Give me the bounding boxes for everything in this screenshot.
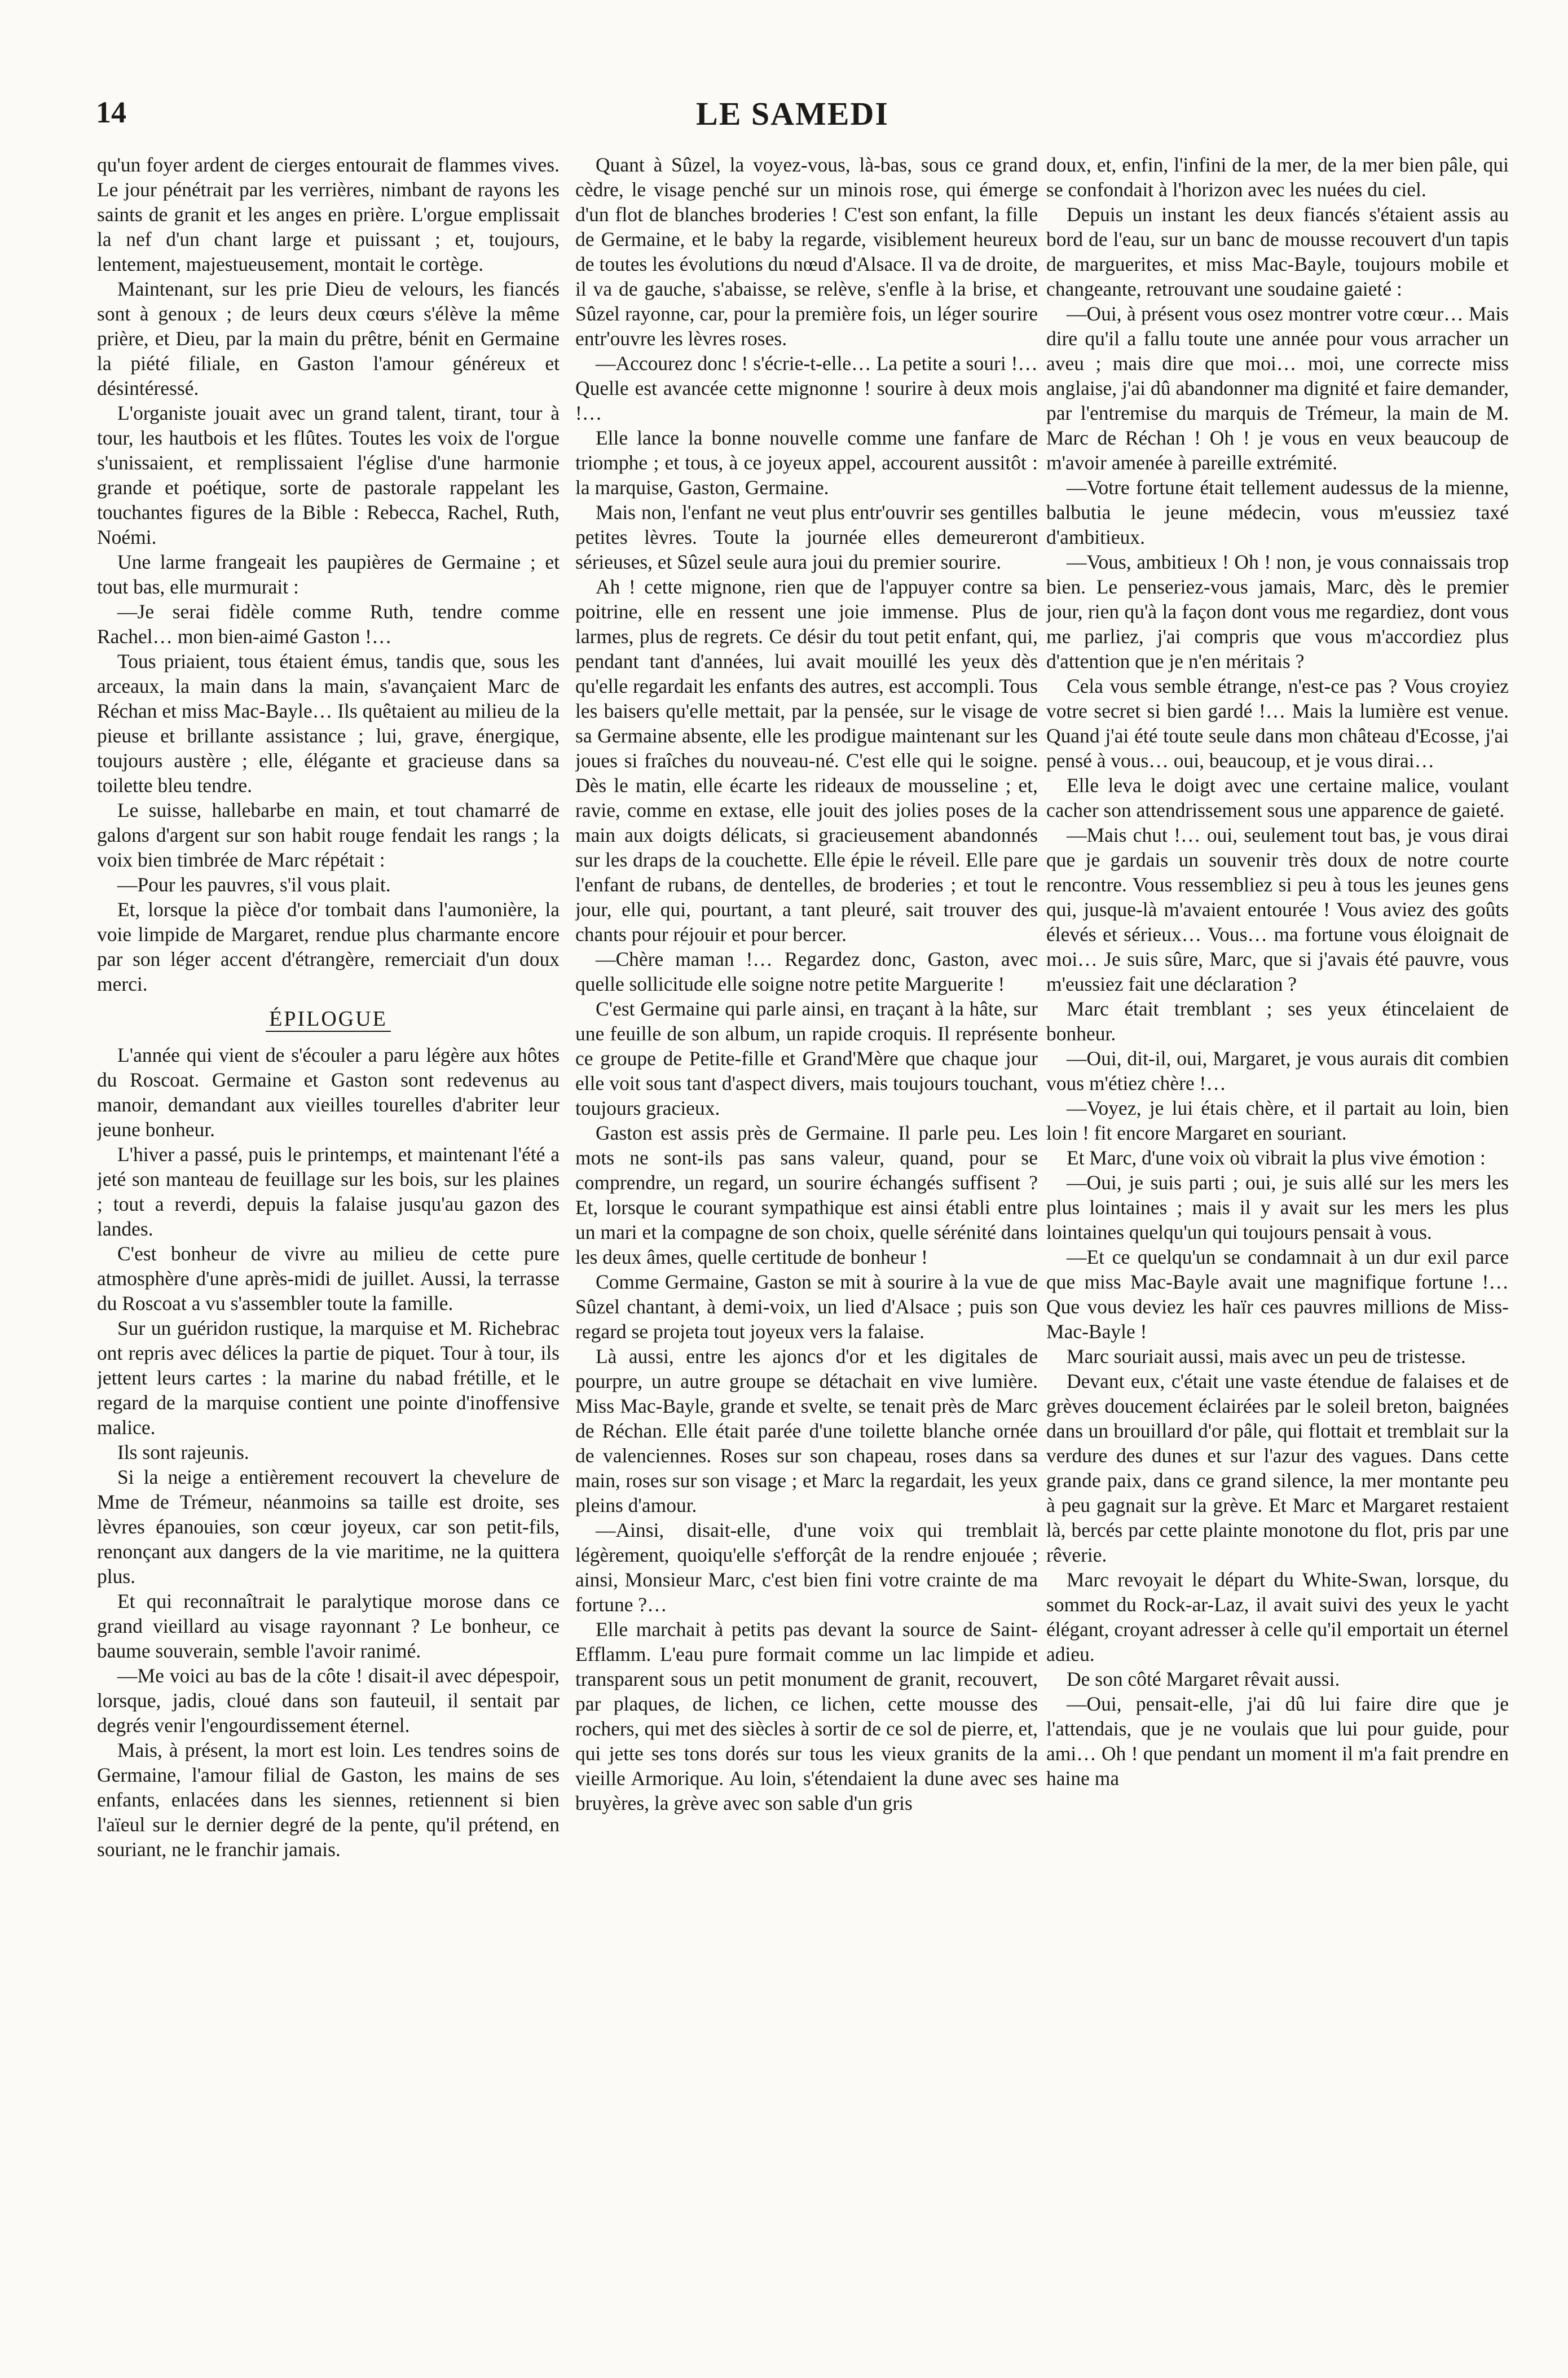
paragraph: —Mais chut !… oui, seulement tout bas, je vous dirai que je gardais un souvenir très doux de notre courte rencontre. Vous ressembliez si peu à tous les jeunes gens qui, jusque-là m'avaient entourée ! Vous aviez des goûts élevés et sérieux… Vous… ma fortune vous éloignait de moi… Je suis sûre, Marc, que si j'avais été pauvre, vous m'eussiez fait une déclaration ? [1046,824,1509,995]
paragraph: L'hiver a passé, puis le printemps, et maintenant l'été a jeté son manteau de feuillage sur les bois, sur les plaines ; tout a reverdi, depuis la falaise jusqu'au gazon des landes. [97,1143,560,1240]
paragraph: Ils sont rajeunis. [117,1441,249,1463]
paragraph: Elle lance la bonne nouvelle comme une fanfare de triomphe ; et tous, à ce joyeux appel, accourent aussitôt : la marquise, Gaston, Germaine. [575,427,1038,499]
paragraph: —Ainsi, disait-elle, d'une voix qui tremblait légèrement, quoiqu'elle s'efforçât de la rendre enjouée ; ainsi, Monsieur Marc, c'est bien fini votre crainte de ma fortune ?… [575,1519,1038,1616]
paragraph: Tous priaient, tous étaient émus, tandis que, sous les arceaux, la main dans la main, s'avançaient Marc de Réchan et miss Mac-Bayle… Ils quêtaient au milieu de la pieuse et brillante assistance ; lui, grave, énergique, toujours austère ; elle, élégante et gracieuse dans sa toilette bleu tendre. [97,650,560,797]
paragraph: Le suisse, hallebarbe en main, et tout chamarré de galons d'argent sur son habit rouge fendait les rangs ; la voix bien timbrée de Marc répétait : [97,799,560,871]
paragraph: —Oui, je suis parti ; oui, je suis allé sur les mers les plus lointaines ; mais il y avait sur les mers les plus lointaines quelqu'un qui toujours pensait à vous. [1046,1171,1509,1243]
paragraph: Sur un guéridon rustique, la marquise et M. Richebrac ont repris avec délices la partie de piquet. Tour à tour, ils jettent leurs cartes : la marine du nabad frétille, et le regard de la marquise contient une pointe d'inoffensive malice. [97,1317,560,1439]
page-number: 14 [96,95,126,129]
paragraph: —Et ce quelqu'un se condamnait à un dur exil parce que miss Mac-Bayle avait une magnifique fortune !… Que vous deviez les haïr ces pauvres millions de Miss-Mac-Bayle ! [1046,1246,1509,1343]
paragraph: Quant à Sûzel, la voyez-vous, là-bas, sous ce grand cèdre, le visage penché sur un minois rose, qui émerge d'un flot de blanches broderies ! C'est son enfant, la fille de Germaine, et le baby la regarde, visiblement heureux de toutes les évolutions du nœud d'Alsace. Il va de droite, il va de gauche, s'abaisse, se relève, s'enfle à la brise, et Sûzel rayonne, car, pour la première fois, un léger sourire entr'ouvre les lèvres roses. [575,153,1038,350]
paragraph: Ah ! cette mignone, rien que de l'appuyer contre sa poitrine, elle en ressent une joie immense. Plus de larmes, plus de regrets. Ce désir du tout petit enfant, qui, pendant tant d'années, lui avait mouillé les yeux dès qu'elle regardait les enfants des autres, est accompli. Tous les baisers qu'elle mettait, par la pensée, sur le visage de sa Germaine absente, elle les prodigue maintenant sur les joues si fraîches du nouveau-né. C'est elle qui le soigne. Dès le matin, elle écarte les rideaux de mousseline ; et, ravie, comme en extase, elle jouit des jolies poses de la main aux doigts délicats, si gracieusement abandonnés sur les draps de la couchette. Elle épie le réveil. Elle pare l'enfant de rubans, de dentelles, de broderies ; et tout le jour, elle qui, pourtant, a tant pleuré, sait trouver des chants pour réjouir et pour bercer. [575,575,1038,946]
paragraph: Et qui reconnaîtrait le paralytique morose dans ce grand vieillard au visage rayonnant ? Le bonheur, ce baume souverain, semble l'avoir ranimé. [97,1590,560,1662]
paragraph: Gaston est assis près de Germaine. Il parle peu. Les mots ne sont-ils pas sans valeur, quand, pour se comprendre, un regard, un sourire échangés suffisent ? Et, lorsque le courant sympathique est ainsi établi entre un mari et la compagne de son choix, quelle sérénité dans les deux âmes, quelle certitude de bonheur ! [575,1122,1038,1268]
paragraph: —Oui, à présent vous osez montrer votre cœur… Mais dire qu'il a fallu toute une année pour vous arracher un aveu ; mais dire que moi… moi, une correcte miss anglaise, j'ai dû abandonner ma dignité et faire demander, par l'entremise du marquis de Trémeur, la main de M. Marc de Réchan ! Oh ! je vous en veux beaucoup de m'avoir amenée à pareille extrémité. [1046,302,1509,474]
paragraph: Une larme frangeait les paupières de Germaine ; et tout bas, elle murmurait : [97,551,560,598]
paragraph: —Vous, ambitieux ! Oh ! non, je vous connaissais trop bien. Le penseriez-vous jamais, Marc, dès le premier jour, rien qu'à la façon dont vous me regardiez, dont vous me parliez, j'ai compris que vous m'accordiez plus d'attention que je n'en méritais ? [1046,551,1509,672]
paragraph: Là aussi, entre les ajoncs d'or et les digitales de pourpre, un autre groupe se détachait en vive lumière. Miss Mac-Bayle, grande et svelte, se tenait près de Marc de Réchan. Elle était parée d'une toilette blanche ornée de valenciennes. Roses sur son chapeau, roses dans sa main, roses sur son visage ; et Marc la regardait, les yeux pleins d'amour. [575,1345,1038,1517]
paragraph: De son côté Margaret rêvait aussi. [1067,1668,1340,1690]
paragraph: C'est Germaine qui parle ainsi, en traçant à la hâte, sur une feuille de son album, un rapide croquis. Il représente ce groupe de Petite-fille et Grand'Mère que chaque jour elle voit sous tant d'aspect divers, mais toujours touchant, toujours gracieux. [575,997,1038,1119]
paragraph: Elle marchait à petits pas devant la source de Saint-Efflamm. L'eau pure formait comme un lac limpide et transparent sous un petit monument de granit, recouvert, par plaques, de lichen, ce lichen, cette mousse des rochers, qui met des siècles à sortir de ce sol de pierre, et, qui jette ses tons dorés sur tous les vieux granits de la vieille Armorique. Au loin, s'étendaient la dune avec ses bruyères, la grève avec son sable d'un gris [575,1618,1038,1814]
paragraph: Mais non, l'enfant ne veut plus entr'ouvrir ses gentilles petites lèvres. Toute la journée elles demeureront sérieuses, et Sûzel seule aura joui du premier sourire. [575,501,1038,573]
paragraph: Comme Germaine, Gaston se mit à sourire à la vue de Sûzel chantant, à demi-voix, un lied d'Alsace ; puis son regard se projeta tout joyeux vers la falaise. [575,1271,1038,1343]
paragraph: —Oui, dit-il, oui, Margaret, je vous aurais dit combien vous m'étiez chère !… [1046,1047,1509,1095]
epilogue-heading-text: ÉPILOGUE [266,1007,391,1032]
paragraph: Marc souriait aussi, mais avec un peu de tristesse. [1067,1345,1466,1368]
paragraph: Marc était tremblant ; ses yeux étincelaient de bonheur. [1046,997,1509,1045]
paragraph: Cela vous semble étrange, n'est-ce pas ? Vous croyiez votre secret si bien gardé !… Mais la lumière est venue. Quand j'ai été toute seule dans mon château d'Ecosse, j'ai pensé à vous… oui, beaucoup, et je vous dirai… [1046,675,1509,772]
paragraph: Et, lorsque la pièce d'or tombait dans l'aumonière, la voie limpide de Margaret, rendue plus charmante encore par son léger accent d'étrangère, remerciait d'un doux merci. [97,898,560,995]
paragraph: L'année qui vient de s'écouler a paru légère aux hôtes du Roscoat. Germaine et Gaston sont redevenus au manoir, demandant aux vieilles tourelles d'abriter leur jeune bonheur. [97,1044,560,1141]
paragraph: Depuis un instant les deux fiancés s'étaient assis au bord de l'eau, sur un banc de mousse recouvert d'un tapis de marguerites, et miss Mac-Bayle, toujours mobile et changeante, retrouvant une soudaine gaieté : [1046,203,1509,300]
paragraph: C'est bonheur de vivre au milieu de cette pure atmosphère d'une après-midi de juillet. Aussi, la terrasse du Roscoat a vu s'assembler toute la famille. [97,1242,560,1315]
paragraph: —Pour les pauvres, s'il vous plait. [117,873,391,896]
paragraph: Maintenant, sur les prie Dieu de velours, les fiancés sont à genoux ; de leurs deux cœurs s'élève la même prière, et Dieu, par la main du prêtre, bénit en Germaine la piété filiale, en Gaston l'amour généreux et désintéressé. [97,278,560,399]
paragraph: Marc revoyait le départ du White-Swan, lorsque, du sommet du Rock-ar-Laz, il avait suivi des yeux le yacht élégant, croyant adresser à celle qu'il emportait un éternel adieu. [1046,1568,1509,1665]
text-column-2 [575,152,1038,2353]
paragraph: —Accourez donc ! s'écrie-t-elle… La petite a souri !… Quelle est avancée cette mignonne ! sourire à deux mois !… [575,352,1038,424]
paragraph: —Chère maman !… Regardez donc, Gaston, avec quelle sollicitude elle soigne notre petite Marguerite ! [575,948,1038,995]
paragraph: —Votre fortune était tellement audessus de la mienne, balbutia le jeune médecin, vous m'eussiez taxé d'ambitieux. [1046,476,1509,548]
paragraph: qu'un foyer ardent de cierges entourait de flammes vives. Le jour pénétrait par les verrières, nimbant de rayons les saints de granit et les anges en prière. L'orgue emplissait la nef d'un chant large et puissant ; et, toujours, lentement, majestueusement, montait le cortège. [97,153,560,275]
epilogue-heading [97,1006,560,1031]
text-column-1 [97,152,560,2353]
journal-title: LE SAMEDI [696,95,889,132]
paragraph: L'organiste jouait avec un grand talent, tirant, tour à tour, les hautbois et les flûtes. Toutes les voix de l'orgue s'unissaient, et remplissaient l'église d'une harmonie grande et poétique, sorte de pastorale rappelant les touchantes figures de la Bible : Rebecca, Rachel, Ruth, Noémi. [97,402,560,548]
paragraph: —Je serai fidèle comme Ruth, tendre comme Rachel… mon bien-aimé Gaston !… [97,600,560,648]
paragraph: —Voyez, je lui étais chère, et il partait au loin, bien loin ! fit encore Margaret en souriant. [1046,1097,1509,1144]
paragraph: Elle leva le doigt avec une certaine malice, voulant cacher son attendrissement sous une apparence de gaieté. [1046,774,1509,821]
paragraph: Mais, à présent, la mort est loin. Les tendres soins de Germaine, l'amour filial de Gaston, les mains de ses enfants, enlacées dans les siennes, retiennent si bien l'aïeul sur le dernier degré de la pente, qu'il prétend, en souriant, ne le franchir jamais. [97,1739,560,1861]
paragraph: Si la neige a entièrement recouvert la chevelure de Mme de Trémeur, néanmoins sa taille est droite, ses lèvres épanouies, son cœur joyeux, car son petit-fils, renonçant aux dangers de la vie maritime, ne la quittera plus. [97,1466,560,1588]
paragraph: Et Marc, d'une voix où vibrait la plus vive émotion : [1067,1146,1486,1169]
page-header [96,95,1489,146]
text-column-3 [1046,152,1509,2353]
paragraph: —Oui, pensait-elle, j'ai dû lui faire dire que je l'attendais, que je ne voulais que lui pour guide, pour ami… Oh ! que pendant un moment il m'a fait prendre en haine ma [1046,1693,1509,1790]
paragraph: Devant eux, c'était une vaste étendue de falaises et de grèves doucement éclairées par le soleil breton, baignées dans un brouillard d'or pâle, qui flottait et tremblait sur la verdure des dunes et sur l'azur des vagues. Dans cette grande paix, dans ce grand silence, la mer montante peu à peu gagnait sur la grève. Et Marc et Margaret restaient là, bercés par cette plainte monotone du flot, pris par une rêverie. [1046,1370,1509,1566]
paragraph: —Me voici au bas de la côte ! disait-il avec dépespoir, lorsque, jadis, cloué dans son fauteuil, il sentait par degrés venir l'engourdissement éternel. [97,1664,560,1737]
paragraph: doux, et, enfin, l'infini de la mer, de la mer bien pâle, qui se confondait à l'horizon avec les nuées du ciel. [1046,153,1509,201]
